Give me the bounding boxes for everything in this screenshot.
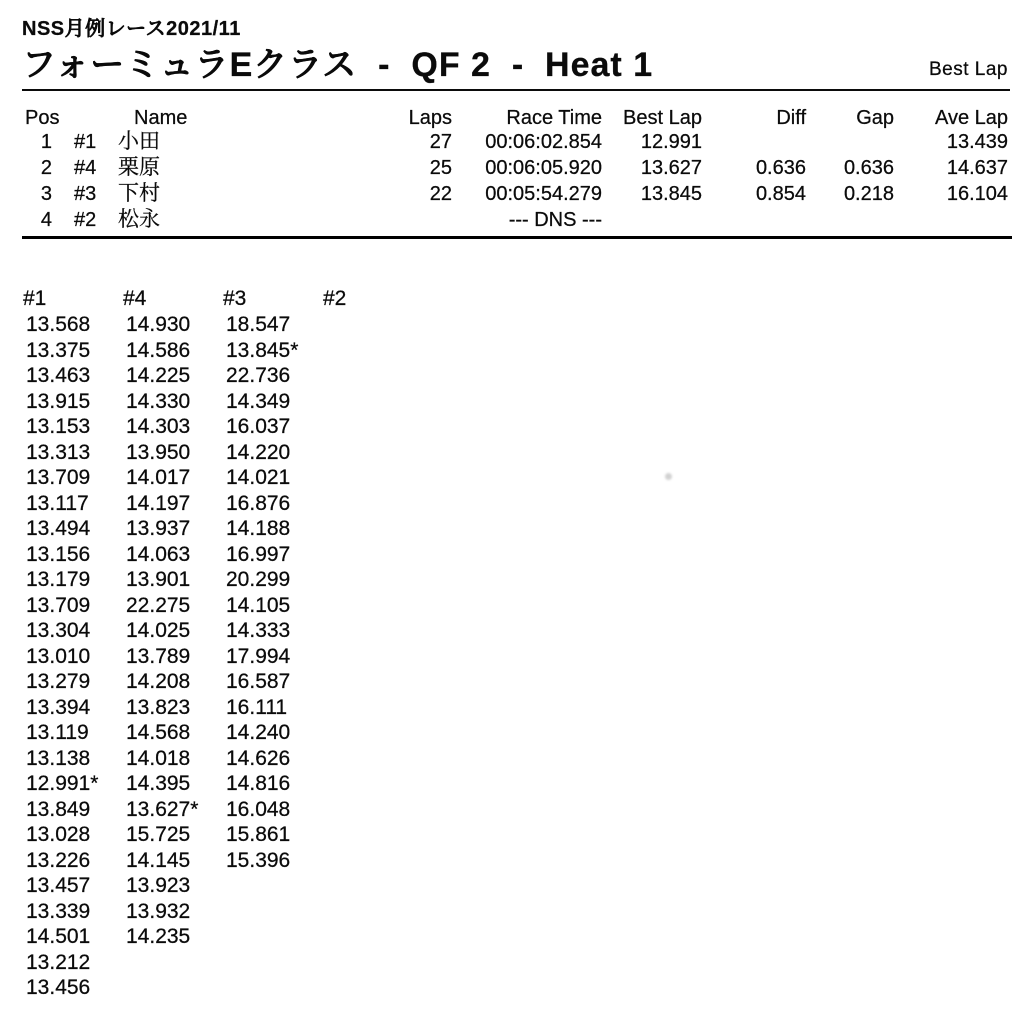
col-header-name: Name <box>134 107 188 129</box>
lap-time: 13.212 <box>26 950 91 974</box>
cell-alap <box>894 207 1008 233</box>
lap-time: 14.105 <box>226 593 291 617</box>
lap-time: 12.991* <box>26 772 99 795</box>
lap-time: 13.394 <box>26 695 91 719</box>
lap-time: 14.303 <box>126 415 191 438</box>
lap-time: 14.568 <box>126 721 191 744</box>
table-bottom-divider <box>22 236 1012 239</box>
lap-time: 14.017 <box>126 466 191 489</box>
cell-diff: 0.636 <box>755 157 806 179</box>
col-header-pos: Pos <box>25 107 60 129</box>
lap-time: 13.823 <box>126 695 191 719</box>
cell-pos: 2 <box>40 157 52 179</box>
lap-time: 14.225 <box>126 364 191 387</box>
lap-time: 22.275 <box>126 593 191 617</box>
cell-laps <box>396 207 452 233</box>
cell-pos: 1 <box>40 131 52 153</box>
cell-rtime: --- DNS --- <box>508 209 602 231</box>
event-header: NSS月例レース2021/11 <box>22 18 241 40</box>
lap-time: 14.021 <box>226 466 291 489</box>
lap-column-header: #4 <box>123 287 147 310</box>
cell-laps: 22 <box>429 183 452 205</box>
result-row <box>22 181 1008 207</box>
lap-time: 16.048 <box>226 797 291 821</box>
lap-time: 15.396 <box>226 848 291 872</box>
lap-time: 13.456 <box>26 976 91 999</box>
lap-time: 14.025 <box>126 619 191 642</box>
title-divider <box>22 89 1010 91</box>
results-rows <box>22 129 1008 233</box>
cell-laps: 27 <box>429 131 452 153</box>
col-header-race-time: Race Time <box>506 107 602 129</box>
col-header-gap: Gap <box>856 107 894 129</box>
cell-gap: 0.218 <box>843 183 894 205</box>
cell-pos: 3 <box>40 183 52 205</box>
lap-time: 16.997 <box>226 542 291 566</box>
lap-time: 14.018 <box>126 746 191 770</box>
cell-diff <box>702 207 806 233</box>
lap-time: 13.179 <box>26 568 91 591</box>
lap-time: 14.063 <box>126 542 191 566</box>
lap-column-4 <box>122 285 222 1001</box>
lap-time: 13.119 <box>26 721 89 744</box>
lap-time: 18.547 <box>226 313 291 336</box>
cell-diff: 0.854 <box>755 183 806 205</box>
cell-name: 松永 <box>118 208 160 231</box>
result-row <box>22 207 1008 233</box>
cell-rtime: 00:06:02.854 <box>485 131 602 153</box>
lap-time: 13.138 <box>26 746 91 770</box>
results-header-row <box>22 107 1008 129</box>
result-row <box>22 129 1008 155</box>
lap-time: 13.932 <box>126 899 191 923</box>
lap-time: 16.037 <box>226 415 291 438</box>
lap-times-grid <box>22 285 1008 1001</box>
lap-time: 13.568 <box>26 313 91 336</box>
lap-time: 17.994 <box>226 644 291 668</box>
lap-time: 13.845* <box>226 338 299 362</box>
cell-diff <box>702 129 806 155</box>
lap-time: 14.145 <box>126 848 191 872</box>
cell-gap: 0.636 <box>843 157 894 179</box>
best-lap-corner-label: Best Lap <box>929 59 1008 80</box>
lap-time: 13.709 <box>26 466 91 489</box>
cell-gap <box>806 207 894 233</box>
lap-time: 14.240 <box>226 721 291 744</box>
cell-alap: 14.637 <box>946 157 1008 179</box>
lap-time: 13.010 <box>26 644 91 668</box>
cell-alap: 13.439 <box>946 131 1008 153</box>
cell-blap: 12.991 <box>640 131 702 153</box>
lap-time: 13.153 <box>26 415 91 438</box>
lap-time: 15.861 <box>226 823 291 846</box>
lap-column-header: #1 <box>23 287 47 310</box>
lap-time: 13.279 <box>26 670 91 693</box>
lap-time: 14.816 <box>226 772 291 795</box>
lap-time: 13.375 <box>26 338 91 362</box>
lap-time: 13.923 <box>126 874 191 897</box>
col-header-laps: Laps <box>408 107 452 129</box>
result-row <box>22 155 1008 181</box>
lap-time: 14.349 <box>226 389 291 413</box>
lap-time: 13.950 <box>126 440 191 464</box>
lap-column-header: #3 <box>223 287 247 310</box>
lap-time: 13.494 <box>26 517 91 540</box>
lap-time: 20.299 <box>226 568 291 591</box>
title-row <box>22 47 1008 83</box>
lap-time: 14.586 <box>126 338 191 362</box>
lap-column-2 <box>322 285 422 1001</box>
lap-time: 13.463 <box>26 364 91 387</box>
lap-time: 14.220 <box>226 440 291 464</box>
cell-pos: 4 <box>40 209 52 231</box>
lap-time: 13.627* <box>126 797 199 821</box>
lap-time: 14.626 <box>226 746 291 770</box>
page-title: フォーミュラEクラス - QF 2 - Heat 1 <box>22 46 654 84</box>
col-header-diff: Diff <box>776 107 806 129</box>
lap-time: 14.208 <box>126 670 191 693</box>
lap-time: 14.188 <box>226 517 291 540</box>
lap-time: 22.736 <box>226 364 291 387</box>
lap-time: 13.915 <box>26 389 91 413</box>
cell-car: #1 <box>74 131 97 153</box>
lap-time: 16.876 <box>226 491 291 515</box>
lap-column-1 <box>22 285 122 1001</box>
lap-time: 13.709 <box>26 593 91 617</box>
col-header-best-lap: Best Lap <box>623 107 702 129</box>
cell-gap <box>806 129 894 155</box>
cell-rtime: 00:06:05.920 <box>485 157 602 179</box>
lap-time: 13.156 <box>26 542 91 566</box>
cell-blap <box>602 207 702 233</box>
lap-time: 13.457 <box>26 874 91 897</box>
col-header-car <box>58 107 106 129</box>
cell-name: 下村 <box>118 182 160 205</box>
lap-time: 15.725 <box>126 823 191 846</box>
lap-time: 13.789 <box>126 644 191 668</box>
cell-rtime: 00:05:54.279 <box>485 183 602 205</box>
lap-column-header: #2 <box>323 287 347 310</box>
cell-alap: 16.104 <box>946 183 1008 205</box>
results-table <box>22 107 1008 233</box>
cell-blap: 13.627 <box>640 157 702 179</box>
lap-time: 14.501 <box>26 925 91 948</box>
lap-time: 13.937 <box>126 517 191 540</box>
cell-blap: 13.845 <box>640 183 702 205</box>
lap-time: 13.339 <box>26 899 91 923</box>
lap-time: 13.304 <box>26 619 91 642</box>
lap-time: 14.235 <box>126 925 191 948</box>
lap-time: 13.313 <box>26 440 91 464</box>
lap-column-3 <box>222 285 322 1001</box>
cell-car: #2 <box>74 209 97 231</box>
lap-time: 14.930 <box>126 313 191 336</box>
scan-artifact-dot <box>665 473 672 480</box>
lap-time: 13.849 <box>26 797 91 821</box>
lap-time: 13.901 <box>126 568 191 591</box>
lap-time: 13.226 <box>26 848 91 872</box>
cell-car: #4 <box>74 157 97 179</box>
cell-car: #3 <box>74 183 97 205</box>
lap-time: 14.197 <box>126 491 191 515</box>
lap-time: 13.028 <box>26 823 91 846</box>
lap-time: 14.330 <box>126 389 191 413</box>
lap-time: 16.111 <box>226 695 288 719</box>
lap-time: 16.587 <box>226 670 291 693</box>
cell-name: 栗原 <box>118 156 160 179</box>
lap-time: 14.333 <box>226 619 291 642</box>
col-header-ave-lap: Ave Lap <box>934 107 1008 129</box>
lap-time: 14.395 <box>126 772 191 795</box>
cell-laps: 25 <box>429 157 452 179</box>
cell-name: 小田 <box>118 130 160 153</box>
lap-time: 13.117 <box>26 491 89 515</box>
